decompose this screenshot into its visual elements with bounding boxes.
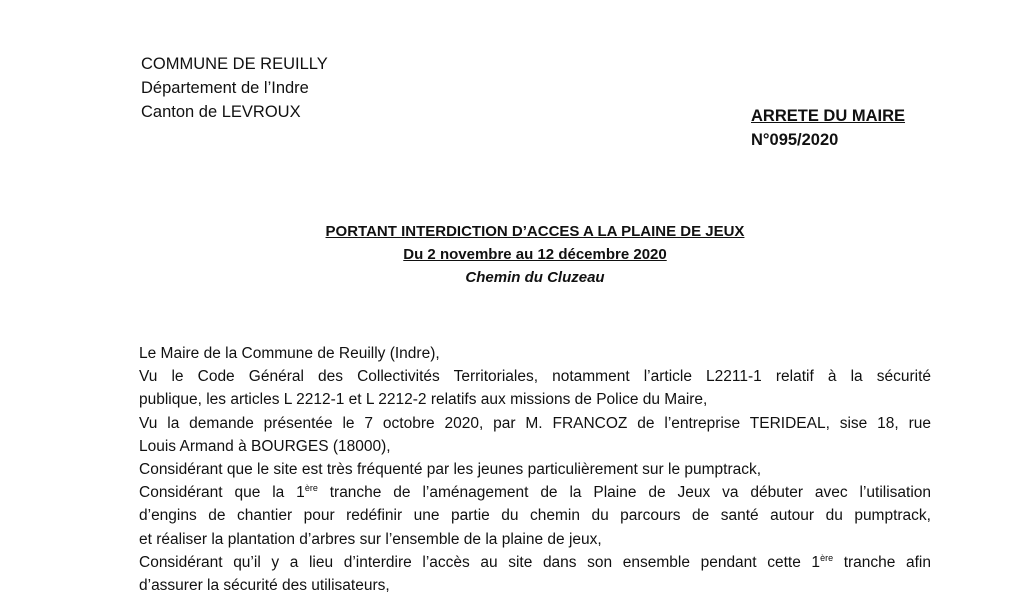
decree-body [139,342,931,597]
body-line: d’assurer la sécurité des utilisateurs, [139,577,390,595]
arrete-number: N°095/2020 [751,131,839,149]
body-line: et réaliser la plantation d’arbres sur l’ensemble de la plaine de jeux, [139,530,602,548]
body-line [139,551,931,574]
ordinal-superscript: ère [820,552,834,563]
issuer-block [141,52,328,124]
arrete-title: ARRETE DU MAIRE [751,107,906,125]
body-line: Considérant que le site est très fréquenté par les jeunes particulièrement sur le pumptrack, [139,461,762,479]
departement-name: Département de l’Indre [141,79,309,97]
decree-title [0,220,1024,289]
body-line: Vu la demande présentée le 7 octobre 2020, par M. FRANCOZ de l’entreprise TERIDEAL, sise 18, rue [139,414,931,432]
decree-subject: PORTANT INTERDICTION D’ACCES A LA PLAINE DE JEUX [325,223,745,240]
arrete-reference [751,104,905,152]
body-text-segment: Considérant qu’il y a lieu d’interdire l’accès au site dans son ensemble pendant cette 1 [139,553,821,571]
body-line: d’engins de chantier pour redéfinir une partie du chemin du parcours de santé autour du pumptrack, [139,507,931,525]
body-line [139,481,931,504]
body-line: Vu le Code Général des Collectivités Territoriales, notamment l’article L2211-1 relatif à la sécurité [139,368,931,386]
decree-location: Chemin du Cluzeau [465,269,605,286]
body-text-segment: Considérant que la 1 [139,484,305,502]
commune-name: COMMUNE DE REUILLY [141,55,328,73]
decree-period: Du 2 novembre au 12 décembre 2020 [403,246,667,263]
body-line: Le Maire de la Commune de Reuilly (Indre), [139,345,440,362]
body-line: Louis Armand à BOURGES (18000), [139,437,391,455]
ordinal-superscript: ère [304,483,318,494]
canton-name: Canton de LEVROUX [141,103,301,121]
body-line: publique, les articles L 2212-1 et L 2212-2 relatifs aux missions de Police du Maire, [139,391,708,409]
body-text-segment: tranche de l’aménagement de la Plaine de Jeux va débuter avec l’utilisation [317,484,932,502]
body-text-segment: tranche afin [833,553,931,571]
